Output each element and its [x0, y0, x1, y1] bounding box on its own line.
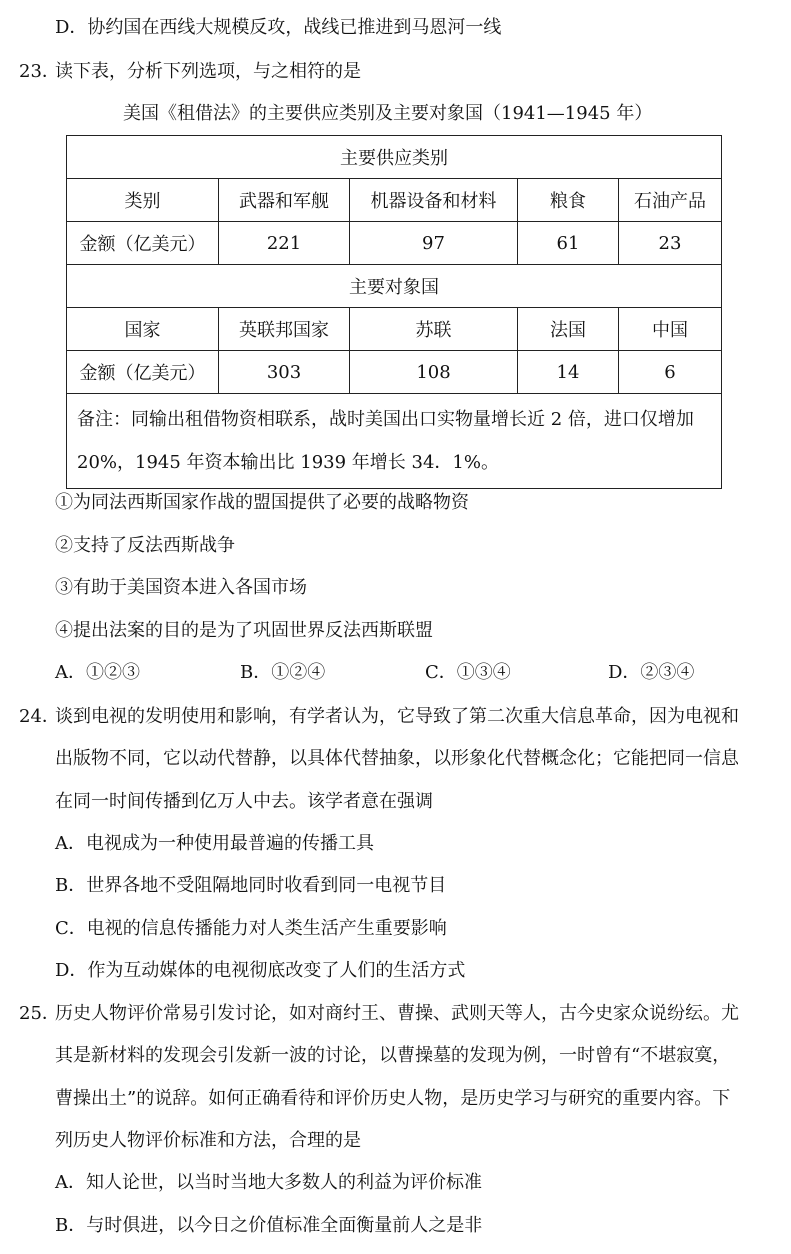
- q24-option-d: D．作为互动媒体的电视彻底改变了人们的生活方式: [55, 960, 466, 981]
- q24-stem-line-3: 在同一时间传播到亿万人中去。该学者意在强调: [55, 791, 433, 812]
- table-cell: 苏联: [350, 308, 518, 351]
- q23-statement-3: ③有助于美国资本进入各国市场: [55, 577, 307, 598]
- table-cell: 221: [219, 222, 350, 265]
- q23-stem: 读下表，分析下列选项，与之相符的是: [55, 61, 361, 82]
- q25-option-a: A．知人论世，以当时当地大多数人的利益为评价标准: [55, 1172, 482, 1193]
- q25-stem-line-3: 曹操出土”的说辞。如何正确看待和评价历史人物，是历史学习与研究的重要内容。下: [55, 1088, 731, 1109]
- q24-option-c: C．电视的信息传播能力对人类生活产生重要影响: [55, 918, 447, 939]
- table-cell: 机器设备和材料: [350, 179, 518, 222]
- table-cell: 粮食: [518, 179, 619, 222]
- table-cell: 23: [619, 222, 722, 265]
- q24-number: 24．: [19, 706, 60, 727]
- table-cell: 国家: [67, 308, 219, 351]
- q24-option-b: B．世界各地不受阻隔地同时收看到同一电视节目: [55, 875, 447, 896]
- q25-stem-line-2: 其是新材料的发现会引发新一波的讨论，以曹操墓的发现为例，一时曾有“不堪寂寞，: [55, 1045, 731, 1066]
- table-cell: 金额（亿美元）: [67, 222, 219, 265]
- q23-option-b: B．①②④: [240, 662, 326, 683]
- table-cell: 97: [350, 222, 518, 265]
- q24-stem-line-2: 出版物不同，它以动代替静，以具体代替抽象，以形象化代替概念化；它能把同一信息: [55, 748, 739, 769]
- table-cell: 303: [219, 351, 350, 394]
- table-cell: 6: [619, 351, 722, 394]
- q23-option-a: A．①②③: [55, 662, 140, 683]
- table-cell: 61: [518, 222, 619, 265]
- q25-stem-line-4: 列历史人物评价标准和方法，合理的是: [55, 1130, 361, 1151]
- table-note: 备注：同输出租借物资相联系，战时美国出口实物量增长近 2 倍，进口仅增加 20%，1945 年资本输出比 1939 年增长 34．1%。: [67, 394, 722, 489]
- q25-number: 25．: [19, 1003, 60, 1024]
- table-cell: 中国: [619, 308, 722, 351]
- q23-statement-2: ②支持了反法西斯战争: [55, 535, 235, 556]
- table-cell: 英联邦国家: [219, 308, 350, 351]
- q23-statement-4: ④提出法案的目的是为了巩固世界反法西斯联盟: [55, 620, 433, 641]
- table-cell: 类别: [67, 179, 219, 222]
- lend-lease-table: [66, 135, 722, 489]
- table-cell: 武器和军舰: [219, 179, 350, 222]
- table-cell: 石油产品: [619, 179, 722, 222]
- q23-number: 23．: [19, 61, 60, 82]
- table-cell: 14: [518, 351, 619, 394]
- q23-table-title: 美国《租借法》的主要供应类别及主要对象国（1941—1945 年）: [123, 103, 653, 124]
- q25-stem-line-1: 历史人物评价常易引发讨论，如对商纣王、曹操、武则天等人，古今史家众说纷纭。尤: [55, 1003, 739, 1024]
- table-cell: 金额（亿美元）: [67, 351, 219, 394]
- q24-stem-line-1: 谈到电视的发明使用和影响，有学者认为，它导致了第二次重大信息革命，因为电视和: [55, 706, 739, 727]
- table-cell: 法国: [518, 308, 619, 351]
- q23-option-d: D．②③④: [608, 662, 695, 683]
- section2-header: 主要对象国: [67, 265, 722, 308]
- q25-option-b: B．与时俱进，以今日之价值标准全面衡量前人之是非: [55, 1215, 483, 1236]
- section1-header: 主要供应类别: [67, 136, 722, 179]
- q24-option-a: A．电视成为一种使用最普遍的传播工具: [55, 833, 374, 854]
- table-cell: 108: [350, 351, 518, 394]
- q23-statement-1: ①为同法西斯国家作战的盟国提供了必要的战略物资: [55, 492, 469, 513]
- q23-option-c: C．①③④: [425, 662, 511, 683]
- q22-option-d: D．协约国在西线大规模反攻，战线已推进到马恩河一线: [55, 17, 502, 38]
